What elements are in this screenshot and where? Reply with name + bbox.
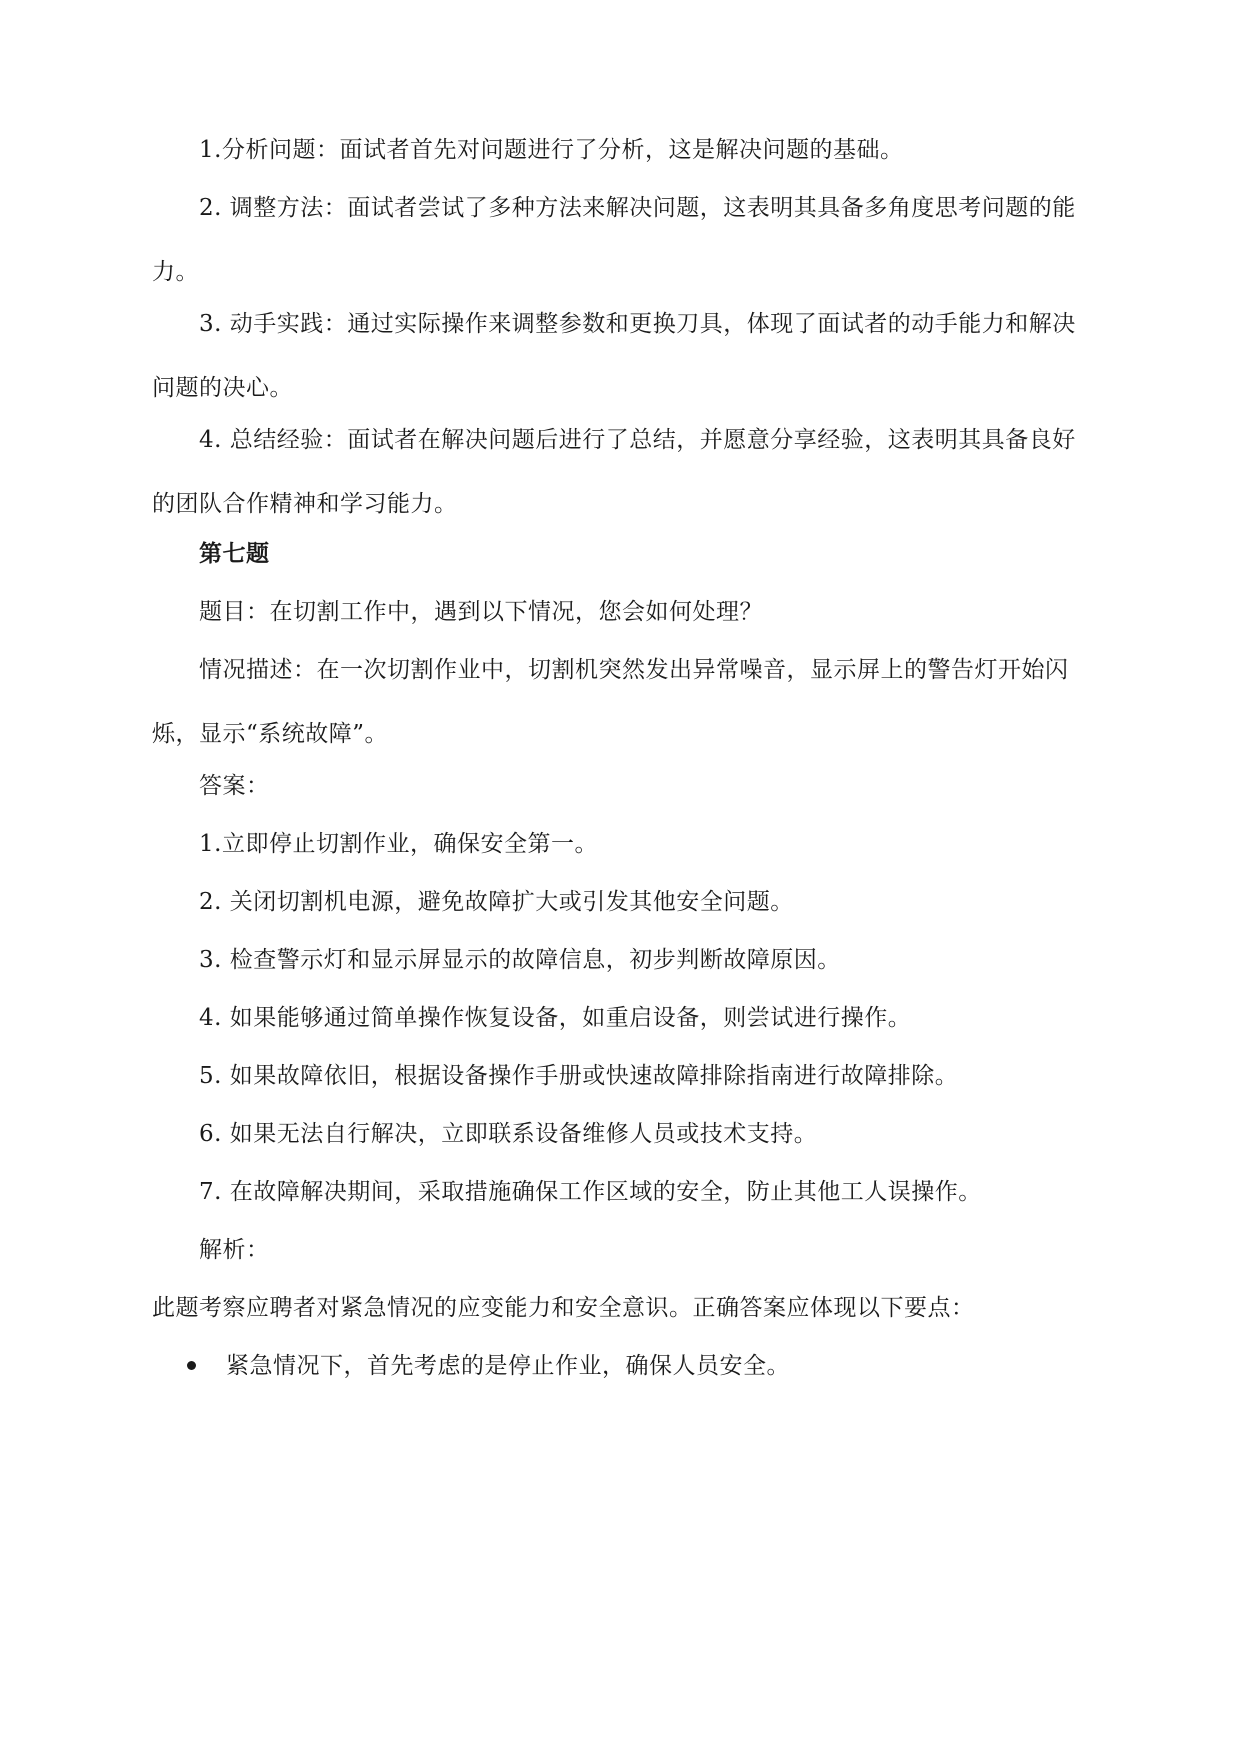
paragraph-analysis-1: 1.分析问题：面试者首先对问题进行了分析，这是解决问题的基础。 bbox=[199, 137, 904, 163]
answer-step: 5. 如果故障依旧，根据设备操作手册或快速故障排除指南进行故障排除。 bbox=[199, 1063, 959, 1089]
answer-step: 4. 如果能够通过简单操作恢复设备，如重启设备，则尝试进行操作。 bbox=[199, 1005, 912, 1031]
bullet-dot-icon bbox=[187, 1361, 196, 1370]
paragraph-analysis-3: 3. 动手实践：通过实际操作来调整参数和更换刀具，体现了面试者的动手能力和解决问题的决心。 bbox=[152, 311, 1076, 401]
answer-step: 1.立即停止切割作业，确保安全第一。 bbox=[199, 831, 598, 857]
analysis-label: 解析： bbox=[199, 1237, 270, 1263]
answer-step: 6. 如果无法自行解决，立即联系设备维修人员或技术支持。 bbox=[199, 1121, 818, 1147]
question-text: 题目：在切割工作中，遇到以下情况，您会如何处理？ bbox=[199, 599, 763, 625]
answer-step: 7. 在故障解决期间，采取措施确保工作区域的安全，防止其他工人误操作。 bbox=[199, 1179, 982, 1205]
answer-step: 3. 检查警示灯和显示屏显示的故障信息，初步判断故障原因。 bbox=[199, 947, 841, 973]
section-title: 第七题 bbox=[199, 540, 270, 567]
analysis-intro: 此题考察应聘者对紧急情况的应变能力和安全意识。正确答案应体现以下要点： bbox=[152, 1295, 975, 1321]
bullet-text: 紧急情况下，首先考虑的是停止作业，确保人员安全。 bbox=[226, 1353, 790, 1379]
answer-step: 2. 关闭切割机电源，避免故障扩大或引发其他安全问题。 bbox=[199, 889, 794, 915]
answer-label: 答案： bbox=[199, 773, 270, 799]
paragraph-analysis-2: 2. 调整方法：面试者尝试了多种方法来解决问题，这表明其具备多角度思考问题的能力。 bbox=[152, 195, 1076, 285]
situation-text: 情况描述：在一次切割作业中，切割机突然发出异常噪音，显示屏上的警告灯开始闪烁，显示“系统故障”。 bbox=[152, 657, 1069, 747]
paragraph-analysis-4: 4. 总结经验：面试者在解决问题后进行了总结，并愿意分享经验，这表明其具备良好的团队合作精神和学习能力。 bbox=[152, 427, 1076, 517]
